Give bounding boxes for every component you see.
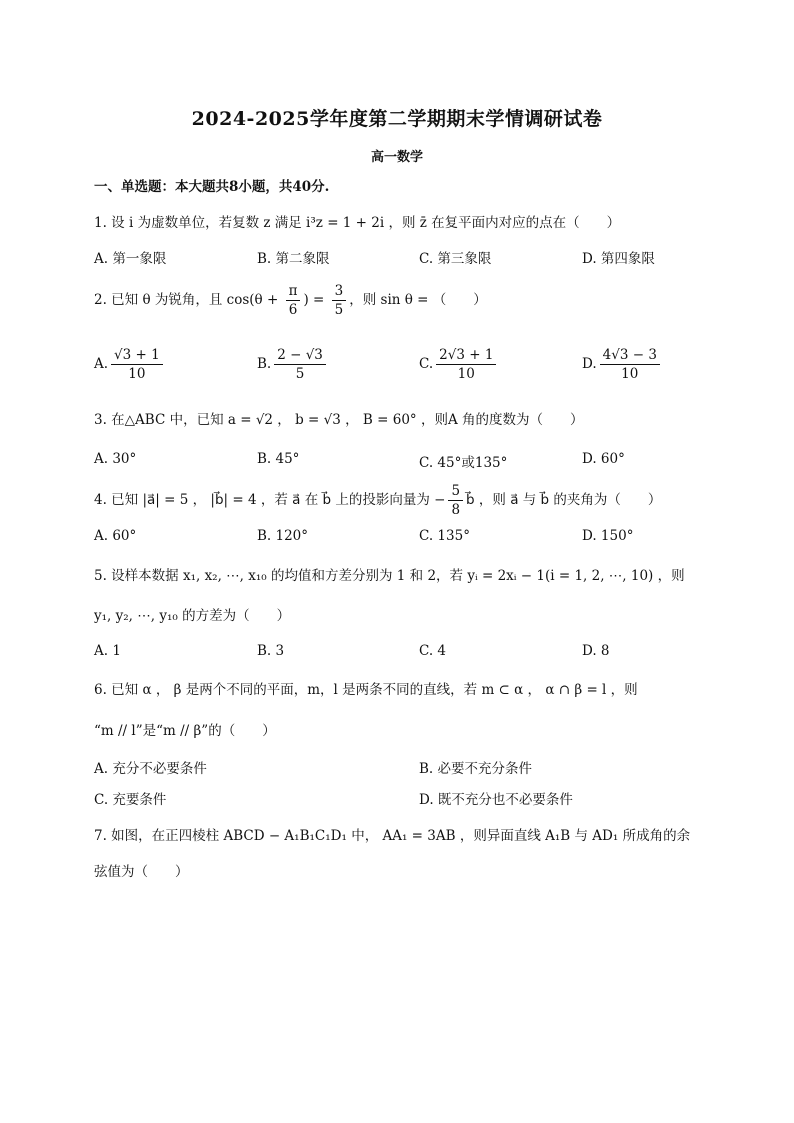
question-3-stem: 3. 在△ABC 中，已知 a = √2 ， b = √3 ， B = 60° ，则A 角的度数为（ ） [94,412,584,428]
question-5-option-c: C. 4 [419,643,447,659]
option-fraction [111,346,163,383]
fraction-numerator: 2√3 + 1 [436,346,496,365]
question-2-stem-part-a: 2. 已知 θ 为锐角，且 cos(θ + [94,292,283,308]
question-6-option-a: A. 充分不必要条件 [94,761,207,777]
option-label: D. [582,356,597,372]
fraction-numerator: 4√3 − 3 [600,346,660,365]
option-fraction [436,346,496,383]
question-2-option-b [257,346,329,383]
question-3-option-c: C. 45°或135° [419,455,508,471]
option-fraction [600,346,660,383]
fraction-numerator: 5 [448,482,463,501]
option-label: B. [257,356,272,372]
question-4-stem [94,482,661,519]
question-2-option-c [419,346,499,383]
fraction-denominator: 6 [288,302,298,318]
question-6-line-1: 6. 已知 α ， β 是两个不同的平面，m，l 是两条不同的直线，若 m ⊂ α ， α ∩ β = l ，则 [94,682,638,698]
fraction-denominator: 10 [457,366,475,382]
question-4-option-b: B. 120° [257,528,309,544]
question-2-option-d [582,346,663,383]
exam-subtitle: 高一数学 [370,150,423,165]
question-2-value-fraction [332,282,347,319]
fraction-numerator: π [286,282,301,301]
question-2-stem [94,282,487,319]
option-fraction [274,346,326,383]
question-6-option-d: D. 既不充分也不必要条件 [419,792,573,808]
question-6-option-c: C. 充要条件 [94,792,167,808]
question-4-option-a: A. 60° [94,528,137,544]
question-2-pi-fraction [286,282,301,319]
question-2-stem-part-c: ，则 sin θ = （ ） [349,292,487,308]
question-1-option-b: B. 第二象限 [257,251,330,267]
question-1-option-c: C. 第三象限 [419,251,492,267]
question-4-option-d: D. 150° [582,528,634,544]
section-heading: 一、单选题：本大题共8小题，共40分. [94,179,330,195]
question-1-option-a: A. 第一象限 [94,251,167,267]
fraction-numerator: 3 [332,282,347,301]
fraction-denominator: 5 [334,302,344,318]
question-2-option-a [94,346,166,383]
fraction-denominator: 10 [128,366,146,382]
fraction-denominator: 10 [621,366,639,382]
fraction-denominator: 8 [451,502,461,518]
question-5-option-b: B. 3 [257,643,285,659]
question-6-line-2: “m // l”是“m // β”的（ ） [94,723,276,739]
question-7-line-1: 7. 如图，在正四棱柱 ABCD − A₁B₁C₁D₁ 中， AA₁ = 3AB ，则异面直线 A₁B 与 AD₁ 所成角的余 [94,828,691,844]
question-5-line-1: 5. 设样本数据 x₁, x₂, ⋯, x₁₀ 的均值和方差分别为 1 和 2，若 yᵢ = 2xᵢ − 1(i = 1, 2, ⋯, 10) ，则 [94,568,685,584]
exam-title: 2024-2025学年度第二学期期末学情调研试卷 [191,108,603,130]
question-3-option-a: A. 30° [94,451,137,467]
question-5-option-a: A. 1 [94,643,121,659]
question-3-option-b: B. 45° [257,451,300,467]
question-2-stem-part-b: ) = [303,292,329,308]
question-7-line-2: 弦值为（ ） [94,864,189,880]
question-5-option-d: D. 8 [582,643,610,659]
question-4-stem-part-a: 4. 已知 |a⃗| = 5 ， |b⃗| = 4 ，若 a⃗ 在 b⃗ 上的投影向量为 − [94,492,446,508]
question-1-stem: 1. 设 i 为虚数单位，若复数 z 满足 i³z = 1 + 2i ，则 z̄ 在复平面内对应的点在（ ） [94,215,621,231]
question-4-fraction [448,482,463,519]
question-4-stem-part-b: b⃗ ，则 a⃗ 与 b⃗ 的夹角为（ ） [466,492,662,508]
question-6-option-b: B. 必要不充分条件 [419,761,533,777]
question-3-option-d: D. 60° [582,451,625,467]
fraction-numerator: √3 + 1 [111,346,163,365]
question-5-line-2: y₁, y₂, ⋯, y₁₀ 的方差为（ ） [94,608,291,624]
fraction-denominator: 5 [295,366,305,382]
fraction-numerator: 2 − √3 [274,346,326,365]
question-1-option-d: D. 第四象限 [582,251,655,267]
question-4-option-c: C. 135° [419,528,470,544]
option-label: C. [419,356,434,372]
option-label: A. [94,356,109,372]
